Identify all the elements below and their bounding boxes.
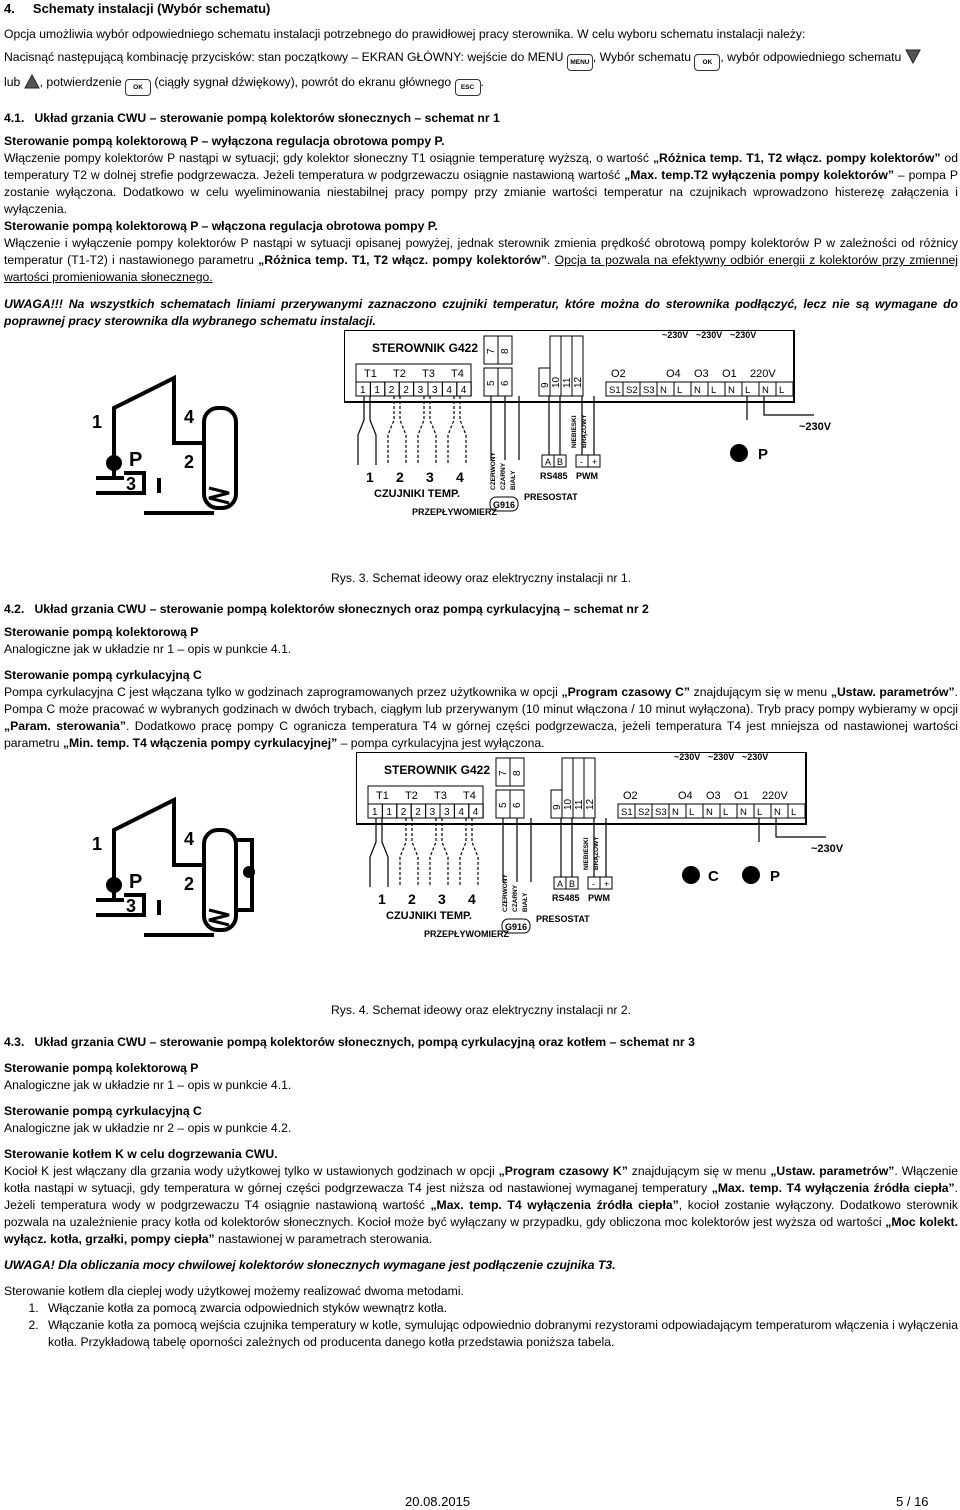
rs485-pin: B [557,457,564,467]
voltage-label: ~230V [799,421,832,433]
wire-color-label: CZERWONY [490,452,497,490]
wire-color-label: BRĄZOWY [593,836,600,870]
document-page [4,0,958,1351]
subheading: Sterowanie pompą kolektorową P [4,625,199,639]
footer-date: 20.08.2015 [405,1494,471,1509]
wire-color-label: BRĄZOWY [581,414,588,448]
terminal-num: 4 [458,807,464,818]
relay-pin: S2 [638,807,650,818]
figure-caption: Rys. 3. Schemat ideowy oraz elektryczny instalacji nr 1. [330,571,632,585]
footer-page-number: 5 / 16 [896,1494,929,1509]
terminal-num: 1 [374,385,380,396]
pwm-label: PWM [588,893,610,903]
terminal-num: 11 [574,799,585,810]
voltage-label: ~230V [708,752,735,762]
wire-color-label: CZARNY [500,462,507,490]
section-title-4-2: 4.2. Układ grzania CWU – sterowanie pompą kolektorów słonecznych oraz pompą cyrkulacyjną – schemat nr 2 [4,602,649,616]
relay-label: O1 [734,790,749,802]
relay-pin: S1 [609,385,621,396]
schema-num: 4 [184,829,195,849]
relay-pin: L [757,807,763,818]
pump-p-label: P [129,449,143,471]
paragraph: Analogiczne jak w układzie nr 1 – opis w punkcie 4.1. [4,1078,292,1092]
relay-pin: L [745,385,751,396]
terminal-num: 1 [360,385,366,396]
terminal-num: 4 [472,807,479,818]
pump-p-label: P [758,446,769,463]
arrow-up-key-icon [24,73,40,89]
terminal-label: T3 [422,368,435,380]
terminal-num: 1 [386,807,392,818]
paragraph: Włączenie pompy kolektorów P nastąpi w sytuacji; gdy kolektor słoneczny T1 osiągnie temperaturę wyższą, o wartość „Różnica temp. T1, T2 włącz. pompy kolektorów” od temperatury T2 w dolnej strefie podgrzewacza. Jeżeli temperatura w podgrzewaczu osiągnie nastawioną wartość „Max. temp.T2 wyłączenia pompy kolektorów” – pompa P zostanie wyłączona. Dodatkowo w celu wyeliminowania niestabilnej pracy pompy przy zmianie wartości temperatur na czujnikach wprowadzono histerezę załączenia i wyłączenia. [4,151,958,216]
voltage-label: ~230V [674,752,701,762]
warning-text: UWAGA! Dla obliczania mocy chwilowej kolektorów słonecznych wymagane jest podłączenie czujnika T3. [4,1258,616,1272]
voltage-label: ~230V [742,752,769,762]
sensor-wire [430,818,448,887]
relay-pin: N [728,385,735,396]
terminal-num: 6 [500,380,511,386]
sensor-wire [418,396,436,465]
paragraph: Kocioł K jest włączany dla grzania wody użytkowej tylko w ustawionych godzinach w opcji „Program czasowy K” znajdującym się w menu „Ustaw. parametrów”. Włączenie kotła nastąpi w sytuacji, gdy temperatura w górnej części podgrzewacza T4 jest niższa od nastawionej wymaganej temperatury „Max. temp. T4 wyłączenia źródła ciepła”. Jeżeli temperatura wody w podgrzewaczu T4 osiągnie nastawioną wartość „Max. temp. T4 wyłączenia źródła ciepła”, kocioł zostanie wyłączony. Dodatkowo sterownik pozwala na uzależnienie pracy kotła od kolektorów słonecznych. Kocioł może być wyłączany w przypadku, gdy obliczona moc kolektorów jest wyższa od wartości „Moc kolekt. wyłącz. kotła, grzałki, pompy ciepła” nastawionej w parametrach sterowania. [4,1164,959,1246]
terminal-num: 5 [486,380,497,386]
sensor-wire [358,396,376,465]
terminal-num: 4 [460,385,467,396]
controller-label: STEROWNIK G422 [372,341,479,355]
list-item: 1. Włączanie kotła za pomocą zwarcia odpowiednich styków wewnątrz kotła. [42,1300,958,1317]
relay-label: O1 [722,368,737,380]
relay-pin: N [672,807,679,818]
terminal-label: T1 [376,790,389,802]
sensor-number: 3 [426,469,434,485]
presostat-label: PRESOSTAT [524,492,578,502]
relay-label: 220V [750,368,776,380]
sensors-label: CZUJNIKI TEMP. [374,488,460,500]
voltage-label: ~230V [730,330,757,340]
sensor-number: 3 [438,891,446,907]
relay-label: O2 [611,368,626,380]
terminal-num: 2 [403,385,409,396]
figure-schema-1 [4,330,958,570]
subheading: Sterowanie pompą kolektorową P [4,1061,199,1075]
figure-schema-2 [4,752,958,1002]
key-sequence-line-2: lub , potwierdzenie OK (ciągły sygnał dźwiękowy), powrót do ekranu głównego ESC . [4,71,958,96]
warning-text: UWAGA!!! Na wszystkich schematach liniami przerywanymi zaznaczono czujniki temperatur, które można do sterownika podłączyć, lecz nie są wymagane do poprawnej pracy sterownika dla wybranego schematu instalacji. [4,297,958,328]
pwm-pin: + [592,457,598,467]
relay-pin: S1 [621,807,633,818]
relay-pin: N [740,807,747,818]
controller-label: STEROWNIK G422 [384,763,491,777]
sensor-wire [460,818,478,887]
paragraph: Włączenie i wyłączenie pompy kolektorów P nastąpi w sytuacji opisanej powyżej, jednak sterownik zmienia prędkość obrotową pompy kolektorów P w zależności od różnicy temperatur (T1-T2) i nastawionego parametru „Różnica temp. T1, T2 włącz. pompy kolektorów”. Opcja ta pozwala na efektywny odbiór energii z kolektorów przy zmiennej wartości promieniowania słonecznego. [4,236,958,284]
sensor-wire [370,818,388,887]
relay-pin: L [711,385,717,396]
electrical-schema-2 [356,752,876,952]
key-sequence-line-1: Nacisnąć następującą kombinację przycisków: stan początkowy – EKRAN GŁÓWNY: wejście do MENU MENU , Wybór schematu OK , wybór odpowiedniego schematu [4,46,958,71]
relay-pin: L [689,807,695,818]
terminal-num: 2 [400,807,407,818]
section-title-4-1: 4.1. Układ grzania CWU – sterowanie pompą kolektorów słonecznych – schemat nr 1 [4,111,500,125]
terminal-num: 12 [585,798,596,810]
arrow-down-key-icon [905,48,921,64]
paragraph: Analogiczne jak w układzie nr 1 – opis w punkcie 4.1. [4,642,292,656]
sensor-wire [388,396,406,465]
relay-pin: N [706,807,713,818]
terminal-num: 10 [551,376,562,388]
rs485-pin: A [557,879,564,889]
wire-color-label: BIAŁY [510,470,517,490]
ok-key-icon: OK [694,54,720,71]
rs485-label: RS485 [540,471,568,481]
relay-label: 220V [762,790,788,802]
voltage-label: ~230V [811,843,844,855]
terminal-num: 3 [429,807,436,818]
pwm-pin: - [580,457,583,467]
sensor-number: 1 [366,469,374,485]
pump-c-label: C [708,868,719,885]
terminal-num: 6 [512,802,523,808]
paragraph: Sterowanie kotłem dla cieplej wody użytkowej możemy realizować dwoma metodami. [4,1284,464,1298]
sensor-number: 2 [408,891,416,907]
terminal-num: 2 [415,807,421,818]
wire-color-label: NIEBIESKI [583,837,590,870]
terminal-num: 5 [498,802,509,808]
hydraulic-schema-2 [84,790,259,940]
relay-pin: N [774,807,781,818]
relay-label: O4 [678,790,693,802]
sensors-label: CZUJNIKI TEMP. [386,910,472,922]
relay-label: O2 [623,790,638,802]
electrical-schema-1 [344,330,864,525]
sensor-number: 1 [378,891,386,907]
sensor-number: 2 [396,469,404,485]
presostat-label: PRESOSTAT [536,914,590,924]
terminal-num: 12 [573,376,584,388]
wire-color-label: CZERWONY [502,874,509,912]
method-list [4,1300,958,1351]
terminal-label: T3 [434,790,447,802]
terminal-num: 3 [432,385,438,396]
pwm-pin: + [604,879,610,889]
terminal-num: 7 [498,770,509,776]
flow-label: PRZEPŁYWOMIERZ [424,929,509,939]
hydraulic-schema-1 [84,368,259,518]
terminal-num: 7 [486,348,497,354]
relay-label: O4 [666,368,681,380]
pump-p-label: P [770,868,781,885]
relay-label: O3 [706,790,721,802]
subheading: Sterowanie pompą cyrkulacyjną C [4,668,202,682]
terminal-label: T1 [364,368,377,380]
subheading: Sterowanie pompą kolektorową P – włączona regulacja obrotowa pompy P. [4,219,438,233]
relay-pin: S2 [626,385,638,396]
terminal-num: 3 [444,807,450,818]
voltage-label: ~230V [662,330,689,340]
relay-pin: L [677,385,683,396]
terminal-label: T4 [451,368,464,380]
subheading: Sterowanie pompą kolektorową P – wyłączona regulacja obrotowa pompy P. [4,134,445,148]
g916-label: G916 [493,500,516,510]
terminal-num: 9 [552,804,563,810]
relay-pin: N [694,385,701,396]
schema-num: 3 [126,474,137,494]
terminal-num: 10 [563,798,574,810]
pump-p-label: P [129,871,143,893]
terminal-num: 2 [388,385,395,396]
schema-num: 4 [184,407,195,427]
terminal-label: T2 [405,790,418,802]
terminal-num: 11 [562,377,573,388]
ok-key-icon: OK [125,79,151,96]
schema-num: 2 [184,874,195,894]
sensor-wire [400,818,418,887]
pump-p-icon [730,444,748,462]
subheading: Sterowanie kotłem K w celu dogrzewania CWU. [4,1147,278,1161]
section-title-4: 4. Schematy instalacji (Wybór schematu) [4,1,271,16]
wire-color-label: CZARNY [512,884,519,912]
subheading: Sterowanie pompą cyrkulacyjną C [4,1104,202,1118]
pump-p-icon [742,866,760,884]
terminal-num: 8 [512,770,523,776]
terminal-num: 4 [446,385,452,396]
rs485-pin: B [569,879,576,889]
schema-num: 2 [184,452,195,472]
section-title-4-3: 4.3. Układ grzania CWU – sterowanie pompą kolektorów słonecznych, pompą cyrkulacyjną oraz kotłem – schemat nr 3 [4,1035,695,1049]
intro-paragraph: Opcja umożliwia wybór odpowiedniego schematu instalacji potrzebnego do prawidłowej pracy sterownika. W celu wyboru schematu instalacji należy: [4,27,806,41]
paragraph: Analogiczne jak w układzie nr 2 – opis w punkcie 4.2. [4,1121,292,1135]
sensor-number: 4 [456,469,464,485]
wire-color-label: NIEBIESKI [571,415,578,448]
sensor-number: 4 [468,891,476,907]
rs485-label: RS485 [552,893,580,903]
pwm-pin: - [592,879,595,889]
wire-color-label: BIAŁY [522,892,529,912]
relay-pin: N [762,385,769,396]
voltage-label: ~230V [696,330,723,340]
schema-num: 3 [126,896,137,916]
schema-num: 1 [92,412,103,432]
terminal-num: 3 [417,385,424,396]
relay-pin: L [791,807,797,818]
terminal-num: 1 [372,807,378,818]
pwm-label: PWM [576,471,598,481]
g916-label: G916 [505,922,528,932]
relay-pin: L [723,807,729,818]
sensor-wire [448,396,466,465]
esc-key-icon: ESC [455,79,481,96]
relay-pin: S3 [643,385,655,396]
rs485-pin: A [545,457,552,467]
relay-pin: N [660,385,667,396]
figure-caption: Rys. 4. Schemat ideowy oraz elektryczny instalacji nr 2. [330,1003,632,1017]
flow-label: PRZEPŁYWOMIERZ [412,507,497,517]
terminal-num: 9 [540,382,551,388]
schema-num: 1 [92,834,103,854]
terminal-num: 8 [500,348,511,354]
terminal-label: T2 [393,368,406,380]
terminal-label: T4 [463,790,476,802]
relay-pin: L [779,385,785,396]
list-item: 2. Włączanie kotła za pomocą wejścia czujnika temperatury w kotle, symulując odpowiednio dobranymi rezystorami odpowiadającym temperaturom włączenia i wyłączenia kotła. Przykładową tabelę oporności zależnych od producenta danego kotła przedstawia poniższa tabela. [42,1317,958,1351]
menu-key-icon: MENU [567,54,593,71]
relay-label: O3 [694,368,709,380]
paragraph: Pompa cyrkulacyjna C jest włączana tylko w godzinach zaprogramowanych przez użytkownika w opcji „Program czasowy C” znajdującym się w menu „Ustaw. parametrów”. Pompa C może pracować w wybranych godzinach w dwóch trybach, ciągłym lub przerywanym (10 minut włączona / 10 minut wyłączona). Tryb pracy pompy wybieramy w opcji „Param. sterowania”. Dodatkowo pracę pompy C ogranicza temperatura T4 w górnej części podgrzewacza, jeżeli temperatura T4 jest mniejsza od nastawionej wartości parametru „Min. temp. T4 włączenia pompy cyrkulacyjnej” – pompa cyrkulacyjna jest wyłączona. [4,685,958,750]
relay-pin: S3 [655,807,667,818]
pump-c-icon [682,866,700,884]
